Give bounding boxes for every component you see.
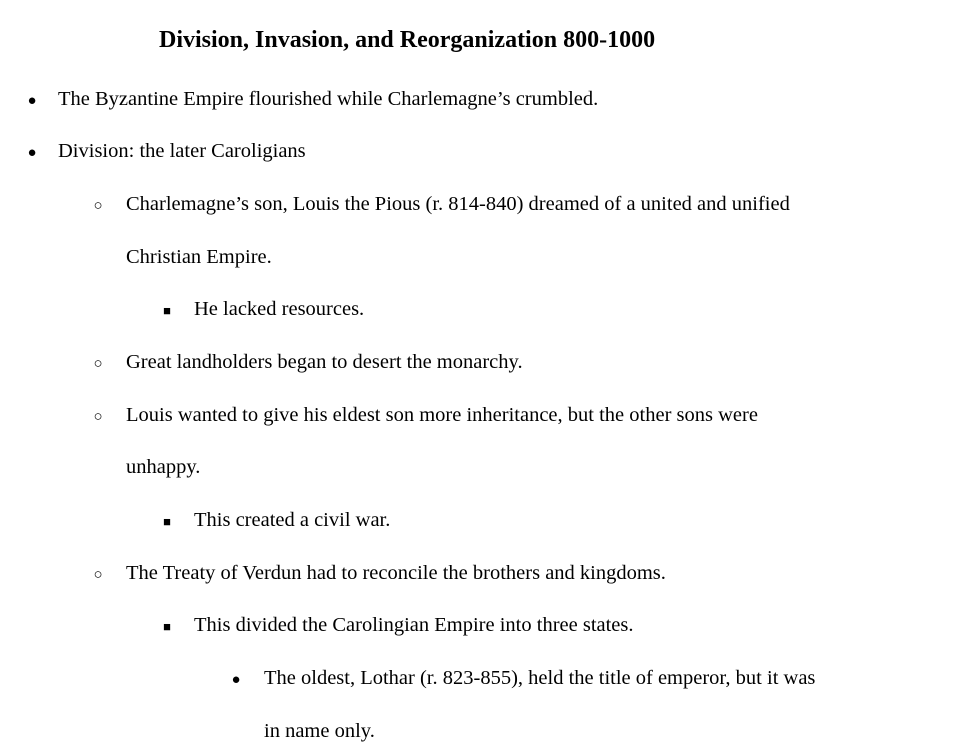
bullet-circle-icon [88, 560, 108, 588]
list-item: Louis wanted to give his eldest son more inheritance, but the other sons were [126, 404, 758, 426]
page-title: Division, Invasion, and Reorganization 800-1000 [159, 27, 656, 53]
bullet-circle-icon [88, 191, 108, 219]
list-item: The Treaty of Verdun had to reconcile the brothers and kingdoms. [126, 562, 666, 584]
list-item: The oldest, Lothar (r. 823-855), held the title of emperor, but it was [264, 667, 816, 689]
bullet-circle-icon [88, 402, 108, 430]
list-item: This divided the Carolingian Empire into three states. [194, 614, 634, 636]
list-item: He lacked resources. [194, 298, 365, 320]
list-item: Charlemagne’s son, Louis the Pious (r. 814-840) dreamed of a united and unified [126, 193, 790, 215]
list-item: This created a civil war. [194, 509, 391, 531]
bullet-disc-icon [22, 138, 42, 166]
list-item: Division: the later Caroligians [58, 140, 306, 162]
bullet-square-icon [157, 296, 177, 324]
list-item: The Byzantine Empire flourished while Charlemagne’s crumbled. [58, 88, 599, 110]
bullet-disc-icon [226, 665, 246, 693]
bullet-square-icon [157, 612, 177, 640]
list-item-continuation: Christian Empire. [126, 246, 272, 268]
bullet-square-icon [157, 507, 177, 535]
list-item-continuation: unhappy. [126, 456, 201, 478]
bullet-circle-icon [88, 349, 108, 377]
list-item: Great landholders began to desert the monarchy. [126, 351, 523, 373]
bullet-disc-icon [22, 86, 42, 114]
list-item-continuation: in name only. [264, 720, 375, 742]
